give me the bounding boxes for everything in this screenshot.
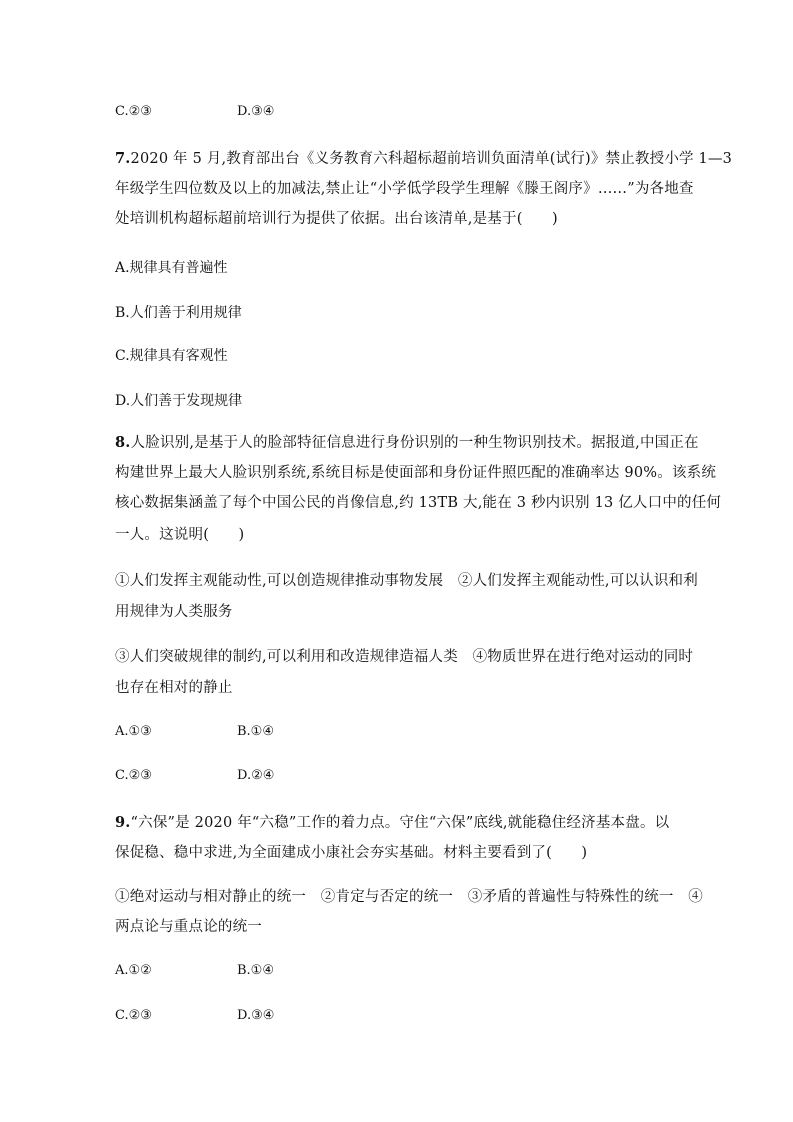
q6-option-c: C.②③	[115, 104, 152, 119]
q8-option-a: A.①③	[115, 724, 152, 739]
q8-option-d: D.②④	[237, 768, 275, 783]
q8-choice-line-3: ③人们突破规律的制约,可以利用和改造规律造福人类 ④物质世界在进行绝对运动的同时	[115, 649, 694, 665]
q6-option-d: D.③④	[237, 104, 275, 119]
q8-stem-line-2: 构建世界上最大人脸识别系统,系统目标是使面部和身份证件照匹配的准确率达 90%。该系统	[115, 465, 717, 481]
q9-option-b: B.①④	[237, 963, 274, 978]
q7-option-a: A.规律具有普遍性	[115, 260, 228, 276]
q8-stem-line-3: 核心数据集涵盖了每个中国公民的肖像信息,约 13TB 大,能在 3 秒内识别 13 亿人口中的任何	[115, 495, 722, 511]
q9-stem-line-2: 保促稳、稳中求进,为全面建成小康社会夯实基础。材料主要看到了( )	[115, 845, 588, 861]
q8-number: 8.	[115, 434, 131, 451]
q8-option-c: C.②③	[115, 768, 152, 783]
q9-choice-line-1: ①绝对运动与相对静止的统一 ②肯定与否定的统一 ③矛盾的普遍性与特殊性的统一 ④	[115, 889, 703, 905]
q7-stem-line-1: 7.2020 年 5 月,教育部出台《义务教育六科超标超前培训负面清单(试行)》禁止教授小学 1—3	[115, 150, 733, 167]
q7-number: 7.	[115, 150, 131, 167]
q9-stem-line-1: 9.“六保”是 2020 年“六稳”工作的着力点。守住“六保”底线,就能稳住经济基本盘。以	[115, 814, 670, 831]
q7-stem-line-2: 年级学生四位数及以上的加减法,禁止让“小学低学段学生理解《滕王阁序》……”为各地查	[115, 181, 694, 197]
q7-option-b: B.人们善于利用规律	[115, 305, 242, 321]
q9-option-c: C.②③	[115, 1008, 152, 1023]
q8-stem-line-1: 8.人脸识别,是基于人的脸部特征信息进行身份识别的一种生物识别技术。据报道,中国正在	[115, 434, 699, 451]
q8-option-b: B.①④	[237, 724, 274, 739]
q8-choice-line-1: ①人们发挥主观能动性,可以创造规律推动事物发展 ②人们发挥主观能动性,可以认识和利	[115, 573, 698, 589]
q8-stem-line-4: 一人。这说明( )	[115, 527, 245, 543]
q8-choice-line-2: 用规律为人类服务	[115, 604, 233, 620]
q9-option-d: D.③④	[237, 1008, 275, 1023]
q9-number: 9.	[115, 814, 131, 831]
q7-stem-line-3: 处培训机构超标超前培训行为提供了依据。出台该清单,是基于( )	[115, 211, 558, 227]
q7-option-c: C.规律具有客观性	[115, 348, 228, 364]
q9-choice-line-2: 两点论与重点论的统一	[115, 919, 262, 935]
q7-option-d: D.人们善于发现规律	[115, 393, 243, 409]
q9-option-a: A.①②	[115, 963, 152, 978]
q8-choice-line-4: 也存在相对的静止	[115, 680, 233, 696]
